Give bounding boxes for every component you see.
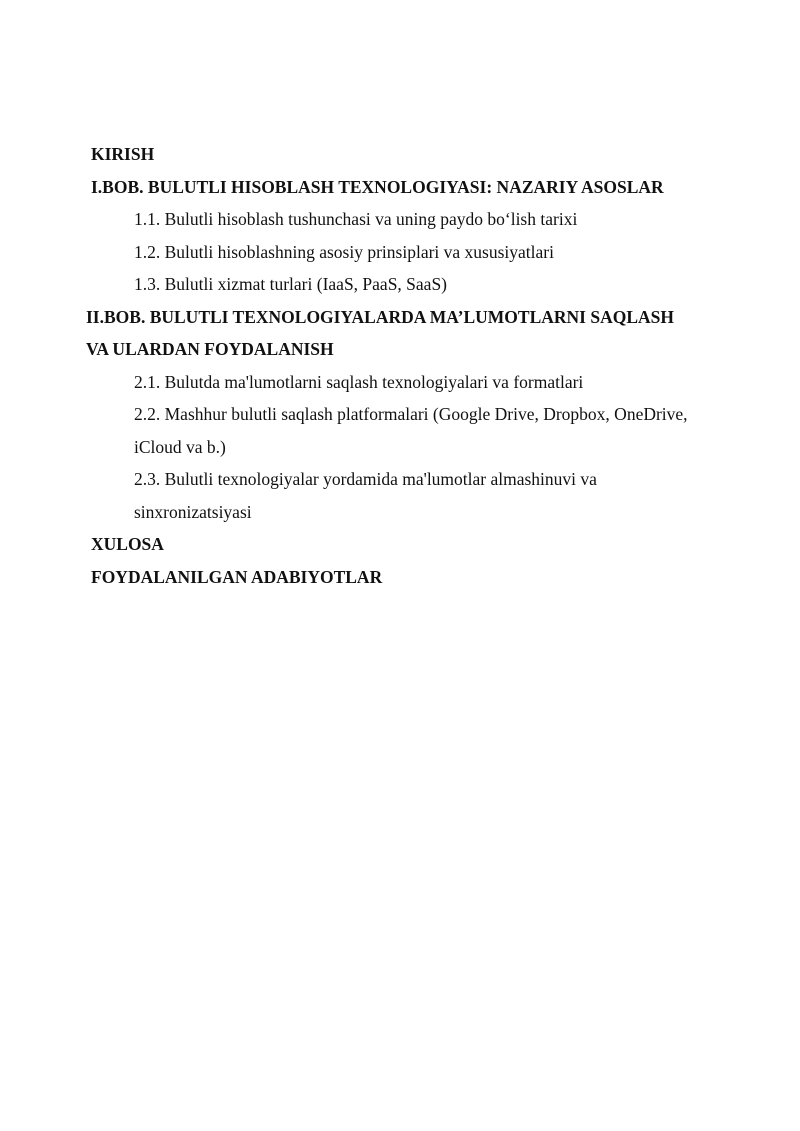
toc-chapter2-title-line1: II.BOB. BULUTLI TEXNOLOGIYALARDA MA’LUMOTLARNI SAQLASH: [86, 306, 674, 327]
toc-chapter1-title: I.BOB. BULUTLI HISOBLASH TEXNOLOGIYASI: NAZARIY ASOSLAR: [91, 176, 664, 197]
toc-item-2-2: 2.2. Mashhur bulutli saqlash platformalari (Google Drive, Dropbox, OneDrive,: [134, 404, 688, 424]
toc-item-2-1: 2.1. Bulutda ma'lumotlarni saqlash texnologiyalari va formatlari: [134, 371, 584, 392]
toc-item-2-3: 2.3. Bulutli texnologiyalar yordamida ma'lumotlar almashinuvi va: [134, 469, 597, 489]
table-of-contents: [0, 138, 800, 593]
toc-intro: KIRISH: [91, 144, 155, 164]
toc-item-1-2: 1.2. Bulutli hisoblashning asosiy prinsiplari va xususiyatlari: [134, 241, 554, 262]
toc-item-2-2-cont: iCloud va b.): [134, 436, 226, 457]
toc-conclusion: XULOSA: [91, 534, 164, 554]
toc-item-2-3-cont: sinxronizatsiyasi: [134, 501, 252, 522]
toc-references: FOYDALANILGAN ADABIYOTLAR: [91, 566, 383, 587]
toc-item-1-1: 1.1. Bulutli hisoblash tushunchasi va uning paydo bo‘lish tarixi: [134, 209, 578, 229]
toc-chapter2-title-line2: VA ULARDAN FOYDALANISH: [86, 339, 334, 359]
toc-item-1-3: 1.3. Bulutli xizmat turlari (IaaS, PaaS, SaaS): [134, 274, 448, 294]
